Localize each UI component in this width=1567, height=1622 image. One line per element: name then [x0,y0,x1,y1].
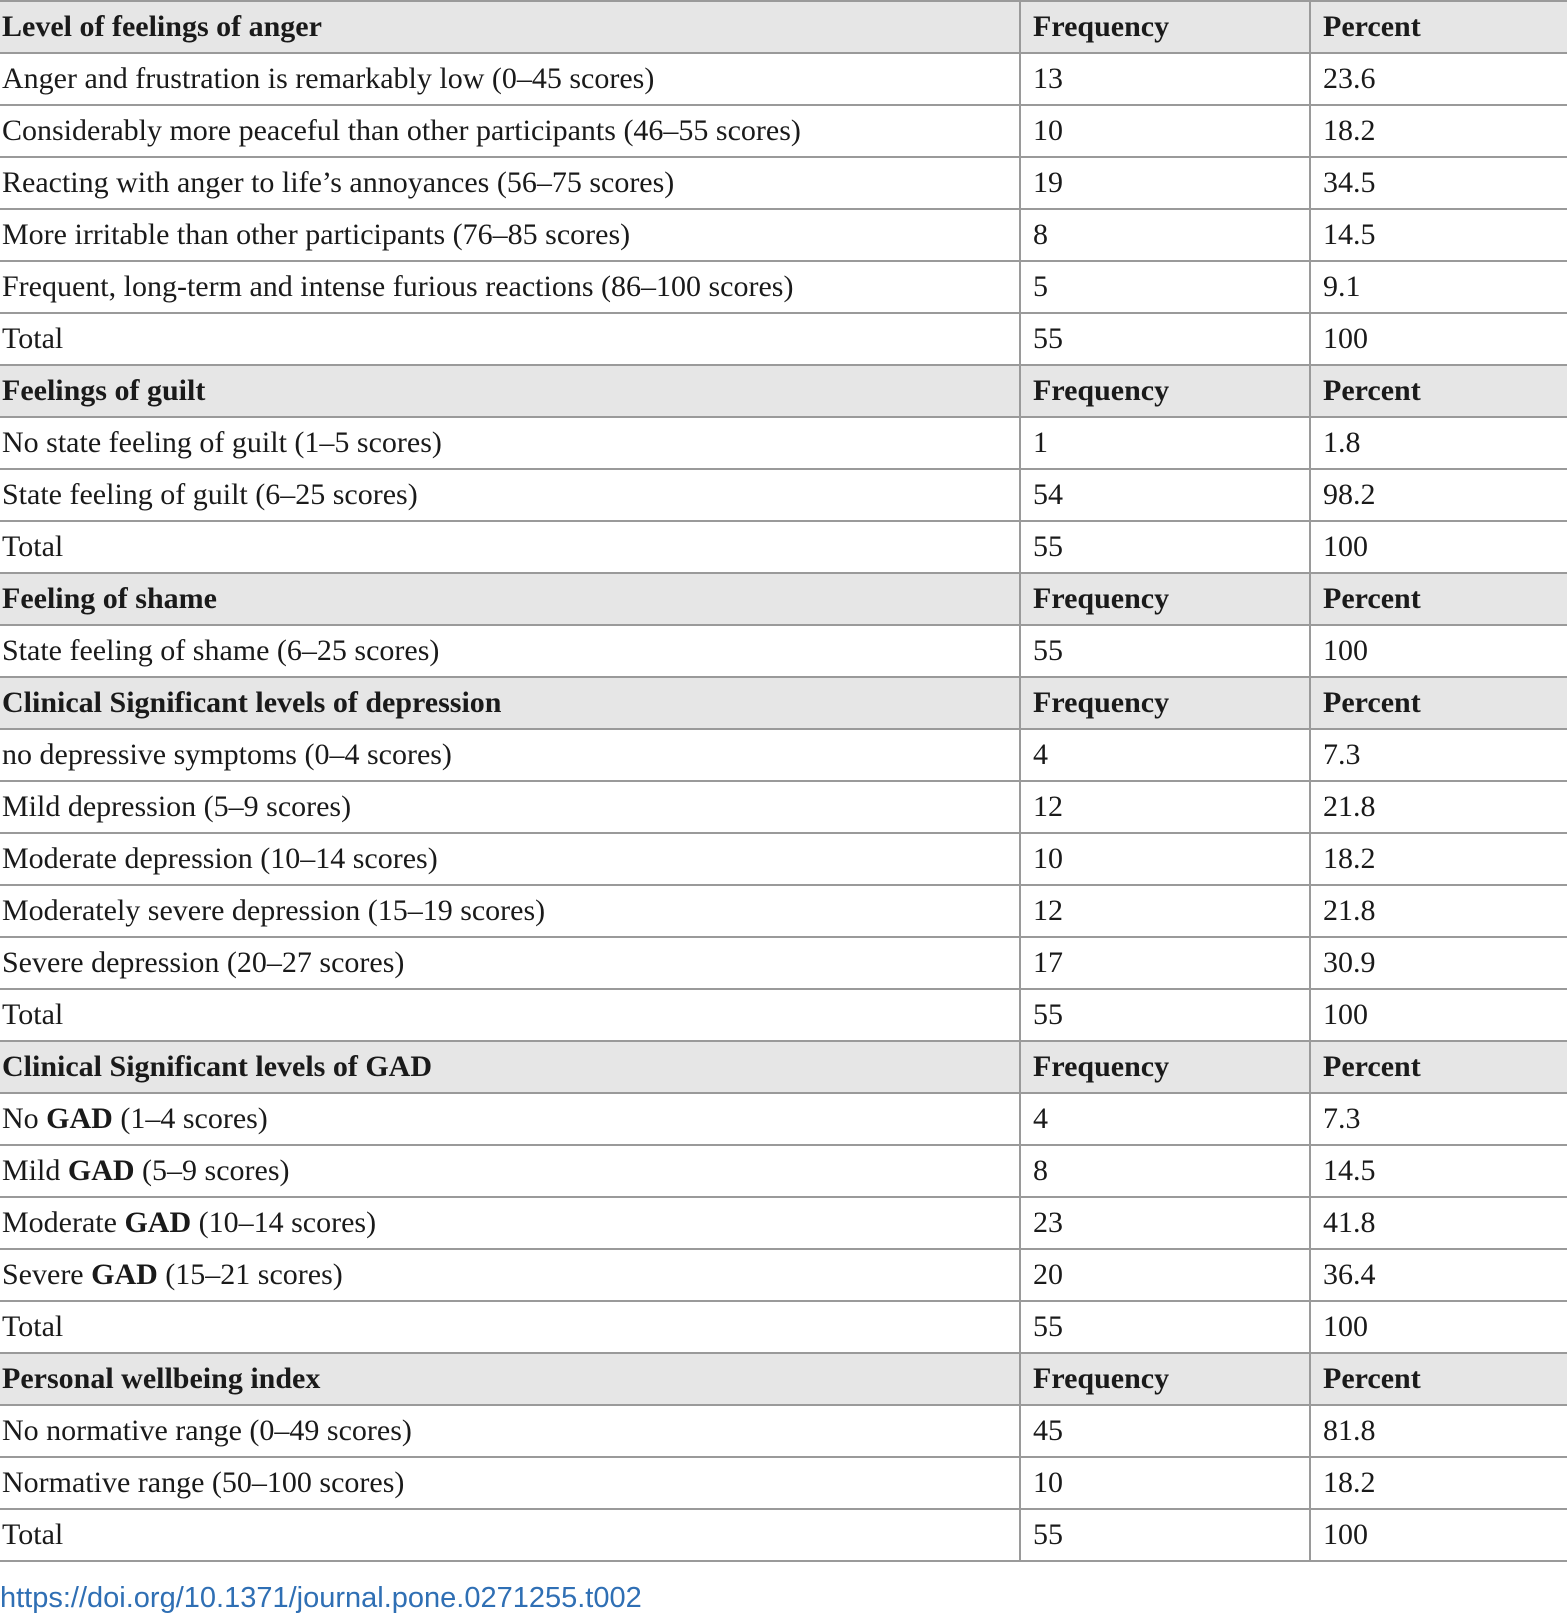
frequency-cell: 4 [1020,1093,1310,1145]
row-label-text: State feeling of shame (6–25 scores) [2,634,440,667]
percent-cell: 81.8 [1310,1405,1567,1457]
column-header-frequency: Frequency [1020,573,1310,625]
percent-cell: 100 [1310,989,1567,1041]
column-header-percent: Percent [1310,1041,1567,1093]
row-label-text: State feeling of guilt (6–25 scores) [2,478,418,511]
row-label-text: Anger and frustration is remarkably low (0–45 scores) [2,62,655,95]
row-label [0,1405,1020,1457]
row-label [0,937,1020,989]
column-header-percent: Percent [1310,1353,1567,1405]
table-row [0,729,1567,781]
table-row [0,1145,1567,1197]
row-label-emphasis: GAD [67,1154,135,1187]
frequency-cell: 5 [1020,261,1310,313]
section-header-row [0,1353,1567,1405]
table-row [0,313,1567,365]
percent-cell: 100 [1310,1301,1567,1353]
column-header-frequency: Frequency [1020,365,1310,417]
percent-cell: 1.8 [1310,417,1567,469]
row-label-suffix: (5–9 scores) [134,1154,290,1187]
row-label-text: Moderate [2,1206,125,1239]
table-row [0,1093,1567,1145]
row-label [0,1249,1020,1301]
frequency-cell: 4 [1020,729,1310,781]
table-row [0,1457,1567,1509]
frequency-cell: 13 [1020,53,1310,105]
row-label [0,833,1020,885]
table-row [0,417,1567,469]
row-label-text: Total [2,1518,64,1551]
row-label-text: More irritable than other participants (76–85 scores) [2,218,631,251]
row-label-suffix: (10–14 scores) [191,1206,377,1239]
row-label [0,105,1020,157]
row-label [0,261,1020,313]
percent-cell: 100 [1310,521,1567,573]
section-title: Feelings of guilt [0,365,1020,417]
row-label [0,1197,1020,1249]
percent-cell: 14.5 [1310,209,1567,261]
row-label [0,313,1020,365]
row-label-text: Frequent, long-term and intense furious reactions (86–100 scores) [2,270,794,303]
row-label [0,729,1020,781]
table-row [0,885,1567,937]
results-table-body [0,1,1567,1561]
table-row [0,261,1567,313]
table-row [0,521,1567,573]
section-title: Personal wellbeing index [0,1353,1020,1405]
percent-cell: 100 [1310,1509,1567,1561]
row-label-text: Considerably more peaceful than other participants (46–55 scores) [2,114,801,147]
column-header-frequency: Frequency [1020,1,1310,53]
percent-cell: 100 [1310,313,1567,365]
frequency-cell: 10 [1020,105,1310,157]
table-row [0,53,1567,105]
column-header-percent: Percent [1310,365,1567,417]
frequency-cell: 55 [1020,1509,1310,1561]
frequency-cell: 1 [1020,417,1310,469]
row-label-text: Total [2,998,64,1031]
table-row [0,157,1567,209]
frequency-cell: 12 [1020,781,1310,833]
row-label [0,1509,1020,1561]
row-label [0,1301,1020,1353]
column-header-percent: Percent [1310,1,1567,53]
percent-cell: 98.2 [1310,469,1567,521]
frequency-cell: 55 [1020,1301,1310,1353]
column-header-frequency: Frequency [1020,677,1310,729]
row-label [0,417,1020,469]
table-row [0,781,1567,833]
row-label [0,781,1020,833]
column-header-frequency: Frequency [1020,1041,1310,1093]
frequency-cell: 19 [1020,157,1310,209]
section-header-row [0,677,1567,729]
frequency-cell: 8 [1020,209,1310,261]
table-row [0,937,1567,989]
row-label [0,53,1020,105]
row-label-text: Moderately severe depression (15–19 scores) [2,894,546,927]
frequency-cell: 8 [1020,1145,1310,1197]
column-header-percent: Percent [1310,573,1567,625]
row-label-text: Severe depression (20–27 scores) [2,946,405,979]
percent-cell: 36.4 [1310,1249,1567,1301]
row-label [0,625,1020,677]
table-row [0,1301,1567,1353]
frequency-cell: 55 [1020,625,1310,677]
section-title: Clinical Significant levels of depression [0,677,1020,729]
table-row [0,105,1567,157]
table-row [0,989,1567,1041]
percent-cell: 30.9 [1310,937,1567,989]
frequency-cell: 55 [1020,989,1310,1041]
frequency-cell: 45 [1020,1405,1310,1457]
section-header-row [0,573,1567,625]
percent-cell: 18.2 [1310,1457,1567,1509]
frequency-cell: 55 [1020,521,1310,573]
percent-cell: 21.8 [1310,885,1567,937]
row-label [0,469,1020,521]
column-header-percent: Percent [1310,677,1567,729]
row-label-text: Total [2,530,64,563]
frequency-cell: 10 [1020,833,1310,885]
row-label-text: no depressive symptoms (0–4 scores) [2,738,452,771]
frequency-cell: 10 [1020,1457,1310,1509]
row-label-suffix: (15–21 scores) [157,1258,343,1291]
table-row [0,1405,1567,1457]
table-row [0,469,1567,521]
doi-link[interactable]: https://doi.org/10.1371/journal.pone.0271255.t002 [0,1582,642,1614]
section-title: Feeling of shame [0,573,1020,625]
row-label [0,521,1020,573]
percent-cell: 7.3 [1310,1093,1567,1145]
row-label-text: No normative range (0–49 scores) [2,1414,412,1447]
percent-cell: 7.3 [1310,729,1567,781]
table-row [0,1197,1567,1249]
column-header-frequency: Frequency [1020,1353,1310,1405]
section-header-row [0,365,1567,417]
row-label [0,157,1020,209]
row-label-emphasis: GAD [124,1206,192,1239]
row-label-text: Total [2,1310,64,1343]
percent-cell: 100 [1310,625,1567,677]
frequency-cell: 54 [1020,469,1310,521]
row-label-text: No [2,1102,47,1135]
row-label-text: Reacting with anger to life’s annoyances (56–75 scores) [2,166,675,199]
frequency-cell: 20 [1020,1249,1310,1301]
table-row [0,209,1567,261]
row-label-emphasis: GAD [91,1258,158,1291]
percent-cell: 34.5 [1310,157,1567,209]
table-row [0,625,1567,677]
percent-cell: 18.2 [1310,833,1567,885]
row-label-text: Moderate depression (10–14 scores) [2,842,438,875]
section-header-row [0,1,1567,53]
row-label [0,885,1020,937]
percent-cell: 41.8 [1310,1197,1567,1249]
row-label [0,1093,1020,1145]
frequency-cell: 17 [1020,937,1310,989]
row-label-text: Mild depression (5–9 scores) [2,790,352,823]
row-label-text: Mild [2,1154,68,1187]
section-header-row [0,1041,1567,1093]
section-title: Level of feelings of anger [0,1,1020,53]
row-label-suffix: (1–4 scores) [112,1102,268,1135]
row-label [0,1145,1020,1197]
row-label-text: Normative range (50–100 scores) [2,1466,405,1499]
frequency-cell: 23 [1020,1197,1310,1249]
frequency-cell: 55 [1020,313,1310,365]
section-title: Clinical Significant levels of GAD [0,1041,1020,1093]
percent-cell: 21.8 [1310,781,1567,833]
percent-cell: 18.2 [1310,105,1567,157]
row-label [0,989,1020,1041]
table-row [0,833,1567,885]
table-row [0,1509,1567,1561]
percent-cell: 23.6 [1310,53,1567,105]
row-label [0,1457,1020,1509]
row-label [0,209,1020,261]
row-label-text: Severe [2,1258,92,1291]
row-label-text: No state feeling of guilt (1–5 scores) [2,426,442,459]
frequency-cell: 12 [1020,885,1310,937]
table-row [0,1249,1567,1301]
row-label-text: Total [2,322,64,355]
percent-cell: 14.5 [1310,1145,1567,1197]
row-label-emphasis: GAD [46,1102,113,1135]
percent-cell: 9.1 [1310,261,1567,313]
